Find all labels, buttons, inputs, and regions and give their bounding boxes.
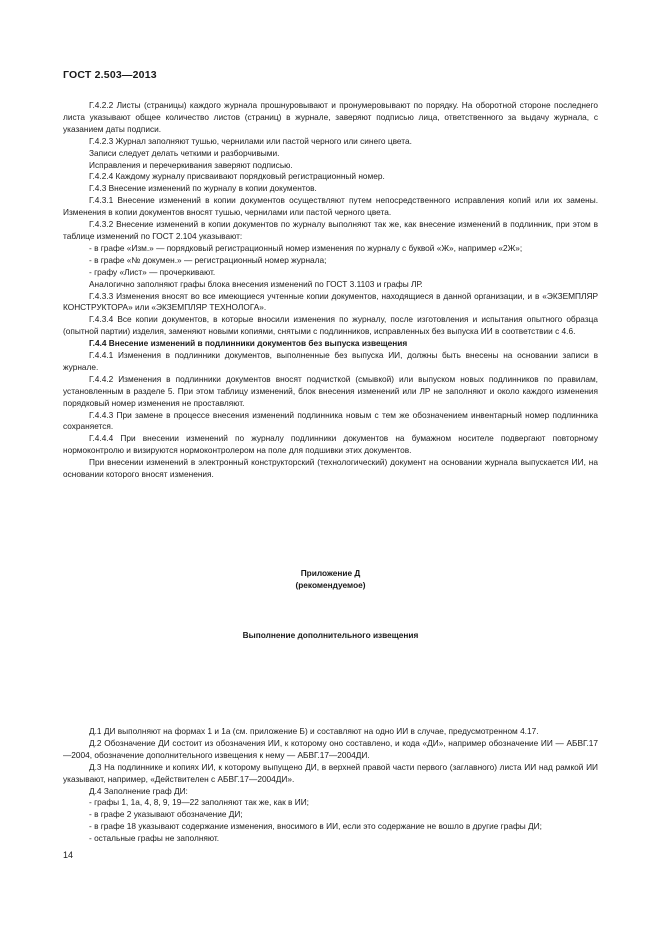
paragraph: Г.4.2.2 Листы (страницы) каждого журнала прошнуровывают и пронумеровывают по порядку. На оборотной стороне последнего листа указывают общее количество листов (страниц) в журнале, заверяют подписью лица, ответственного за выдачу журнала, с указанием даты подписи.: [63, 100, 598, 134]
paragraph: Д.4 Заполнение граф ДИ:: [89, 785, 188, 796]
list-item: - в графе «№ докумен.» — регистрационный номер журнала;: [89, 254, 327, 265]
paragraph: Г.4.2.4 Каждому журналу присваивают порядковый регистрационный номер.: [89, 171, 385, 182]
paragraph: Г.4.2.3 Журнал заполняют тушью, чернилами или пастой черного или синего цвета.: [89, 135, 412, 146]
list-item: - в графе 18 указывают содержание изменения, вносимого в ИИ, если это содержание не вошло в другие графы ДИ;: [89, 821, 542, 832]
subsection-heading: Г.4.4 Внесение изменений в подлинники документов без выпуска извещения: [89, 338, 408, 349]
paragraph: Г.4.4.3 При замене в процессе внесения изменений подлинника новым с тем же обозначением инвентарный номер подлинника сохраняется.: [63, 409, 598, 432]
list-item: - в графе «Изм.» — порядковый регистрационный номер изменения по журналу с буквой «Ж», например «2Ж»;: [89, 242, 523, 253]
section-title: Выполнение дополнительного извещения: [242, 630, 419, 640]
list-item: - графу «Лист» — прочеркивают.: [89, 266, 216, 277]
paragraph: Д.2 Обозначение ДИ состоит из обозначения ИИ, к которому оно составлено, и кода «ДИ», например обозначение ИИ — АБВГ.17—2004, обозначение дополнительного извещения к нему — АБВГ.17—2004ДИ.: [63, 737, 598, 760]
paragraph: Г.4.3 Внесение изменений по журналу в копии документов.: [89, 183, 317, 194]
list-item: - остальные графы не заполняют.: [89, 833, 220, 844]
paragraph: Г.4.3.3 Изменения вносят во все имеющиеся учтенные копии документов, находящиеся в данной организации, и в «ЭКЗЕМПЛЯР КОНСТРУКТОРА» или «ЭКЗЕМПЛЯР ТЕХНОЛОГА».: [63, 290, 598, 313]
appendix-text: [63, 726, 598, 845]
appendix-status: (рекомендуемое): [295, 580, 366, 590]
paragraph: Г.4.3.4 Все копии документов, в которые вносили изменения по журналу, после изготовления и испытания опытного образца (опытной партии) изделия, заменяют новыми копиями, снятыми с подлинников, исправленных без выпуска ИИ в соответствии с 4.6.: [63, 314, 598, 337]
paragraph: Аналогично заполняют графы блока внесения изменений по ГОСТ 3.1103 и графы ЛР.: [89, 278, 423, 289]
appendix-title: Приложение Д: [300, 568, 361, 578]
paragraph: Исправления и перечеркивания заверяют подписью.: [89, 159, 293, 170]
paragraph: Записи следует делать четкими и разборчивыми.: [89, 147, 280, 158]
list-item: - в графе 2 указывают обозначение ДИ;: [89, 809, 243, 820]
document-header: ГОСТ 2.503—2013: [63, 69, 157, 81]
paragraph: Д.3 На подлиннике и копиях ИИ, к которому выпущено ДИ, в верхней правой части первого (заглавного) листа ИИ над рамкой ИИ указывают, например, «Действителен с АБВГ.17—2004ДИ».: [63, 761, 598, 784]
section-g4-text: [63, 100, 598, 481]
paragraph: Г.4.4.4 При внесении изменений по журналу подлинники документов на бумажном носителе подвергают повторному нормоконтролю и визируются нормоконтролером на поле для подшивки этих документов.: [63, 433, 598, 456]
list-item: - графы 1, 1а, 4, 8, 9, 19—22 заполняют так же, как в ИИ;: [89, 797, 309, 808]
paragraph: Г.4.3.2 Внесение изменений в копии документов по журналу выполняют так же, как внесение изменений в подлинник, при этом в таблице изменений по ГОСТ 2.104 указывают:: [63, 219, 598, 241]
paragraph: Г.4.4.1 Изменения в подлинники документов, выполненные без выпуска ИИ, должны быть внесены на основании записи в журнале.: [63, 350, 598, 372]
page-number: 14: [63, 850, 74, 860]
paragraph: Г.4.4.2 Изменения в подлинники документов вносят подчисткой (смывкой) или выпуском новых подлинников по правилам, установленным в разделе 5. При этом таблицу изменений, блок внесения изменений или ЛР не заполняют и около каждого изменения порядковый номер изменения не проставляют.: [63, 373, 598, 408]
paragraph: Г.4.3.1 Внесение изменений в копии документов осуществляют путем непосредственного исправления копий или их замены. Изменения в копии документов вносят тушью, чернилами или пастой черного цвета.: [63, 195, 598, 218]
paragraph: Д.1 ДИ выполняют на формах 1 и 1а (см. приложение Б) и составляют на одно ИИ в случае, предусмотренном 4.17.: [89, 726, 539, 736]
paragraph: При внесении изменений в электронный конструкторский (технологический) документ на основании журнала выпускается ИИ, на основании которого вносят изменения.: [63, 457, 598, 480]
